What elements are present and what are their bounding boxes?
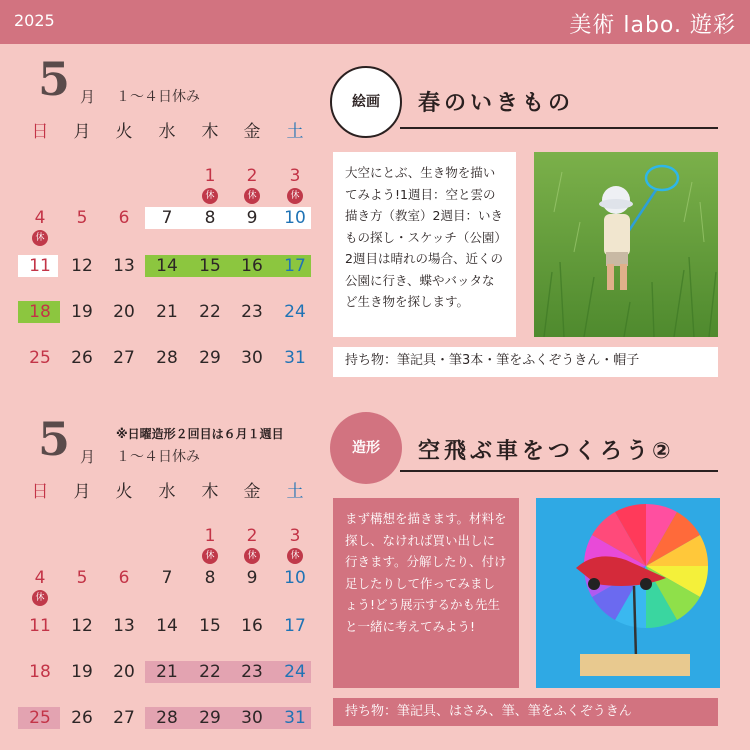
- calendar-day: 19: [71, 662, 93, 682]
- weekday-label: 火: [115, 482, 133, 502]
- calendar-week: [20, 300, 320, 326]
- calendar-week: [20, 706, 320, 732]
- closed-day-badge: 休: [244, 188, 260, 204]
- calendar-day: 28: [156, 348, 178, 368]
- weekday-label: 日: [31, 122, 49, 142]
- calendar-day: 21: [156, 662, 178, 682]
- closed-day-badge: 休: [287, 548, 303, 564]
- calendar-day: 30: [241, 708, 263, 728]
- calendar-day: 10: [284, 568, 306, 588]
- calendar-day: 2: [246, 166, 258, 186]
- calendar-day: 20: [113, 302, 135, 322]
- belongings: 持ち物：筆記具・筆3本・筆をふくぞうきん・帽子: [333, 347, 718, 377]
- calendar-day: 11: [29, 616, 51, 636]
- calendar-day: 6: [118, 208, 130, 228]
- holiday-note: １～４日休み: [116, 89, 200, 105]
- weekday-label: 金: [243, 482, 261, 502]
- calendar-day: 3: [289, 166, 301, 186]
- calendar-day: 12: [71, 616, 93, 636]
- calendar-day: 9: [246, 208, 258, 228]
- brand-title: 美術 labo. 遊彩: [569, 13, 736, 38]
- calendar-day: 1: [204, 166, 216, 186]
- calendar-day: 9: [246, 568, 258, 588]
- weekday-label: 月: [73, 122, 91, 142]
- calendar-day: 7: [161, 568, 173, 588]
- month-suffix: 月: [80, 448, 96, 466]
- calendar-day: 25: [29, 348, 51, 368]
- closed-day-badge: 休: [202, 548, 218, 564]
- calendar-day: 4: [34, 568, 46, 588]
- weekday-label: 水: [158, 482, 176, 502]
- calendar-day: 14: [156, 256, 178, 276]
- belongings: 持ち物：筆記具、はさみ、筆、筆をふくぞうきん: [333, 698, 718, 726]
- weekday-label: 木: [201, 482, 219, 502]
- calendar-day: 31: [284, 708, 306, 728]
- calendar-day: 16: [241, 616, 263, 636]
- calendar-day: 25: [29, 708, 51, 728]
- calendar-day: 14: [156, 616, 178, 636]
- weekday-label: 土: [286, 482, 304, 502]
- calendar-day: 1: [204, 526, 216, 546]
- calendar-day: 21: [156, 302, 178, 322]
- weekday-label: 土: [286, 122, 304, 142]
- calendar-day: 2: [246, 526, 258, 546]
- calendar-week: [20, 206, 320, 243]
- closed-day-badge: 休: [32, 230, 48, 246]
- calendar-day: 10: [284, 208, 306, 228]
- calendar-day: 24: [284, 302, 306, 322]
- schedule-note: ※日曜造形２回目は６月１週目: [116, 427, 284, 441]
- calendar-week: [20, 566, 320, 603]
- calendar-week: [20, 614, 320, 640]
- calendar-day: 23: [241, 302, 263, 322]
- calendar-day: 11: [29, 256, 51, 276]
- month-number: 5: [38, 412, 71, 466]
- calendar-day: 7: [161, 208, 173, 228]
- weekday-label: 日: [31, 482, 49, 502]
- calendar-day: 28: [156, 708, 178, 728]
- month-number: 5: [38, 52, 71, 106]
- calendar-day: 5: [76, 568, 88, 588]
- calendar-day: 8: [204, 208, 216, 228]
- title-underline: [400, 127, 718, 129]
- photo-child-with-net: [534, 152, 718, 337]
- closed-day-badge: 休: [32, 590, 48, 606]
- calendar-day: 26: [71, 708, 93, 728]
- calendar-day: 15: [199, 256, 221, 276]
- category-badge: 絵画: [330, 66, 402, 138]
- calendar-day: 16: [241, 256, 263, 276]
- year-label: 2025: [14, 11, 55, 30]
- closed-day-badge: 休: [244, 548, 260, 564]
- calendar-day: 19: [71, 302, 93, 322]
- calendar-day: 24: [284, 662, 306, 682]
- calendar-week: [20, 660, 320, 686]
- calendar-day: 22: [199, 302, 221, 322]
- calendar-day: 31: [284, 348, 306, 368]
- calendar-day: 4: [34, 208, 46, 228]
- weekday-header: [20, 480, 320, 506]
- description-box: まず構想を描きます。材料を探し、なければ買い出しに行きます。分解したり、付け足したりして作ってみましょう!どう展示するかも先生と一緒に考えてみよう!: [333, 498, 519, 688]
- header-bar: [0, 0, 750, 44]
- weekday-label: 金: [243, 122, 261, 142]
- calendar-day: 29: [199, 708, 221, 728]
- calendar-day: 18: [29, 302, 51, 322]
- holiday-note: １～４日休み: [116, 449, 200, 465]
- calendar-week: [20, 346, 320, 372]
- photo-flying-car-model: [536, 498, 720, 688]
- weekday-header: [20, 120, 320, 146]
- calendar-day: 30: [241, 348, 263, 368]
- calendar-day: 13: [113, 256, 135, 276]
- calendar-day: 8: [204, 568, 216, 588]
- description-box: 大空にとぶ、生き物を描いてみよう!1週目：空と雲の描き方（教室）2週目：いきもの探し・スケッチ（公園）2週目は晴れの場合、近くの公園に行き、蝶やバッタなど生き物を探します。: [333, 152, 516, 337]
- calendar-day: 20: [113, 662, 135, 682]
- closed-day-badge: 休: [287, 188, 303, 204]
- calendar-day: 29: [199, 348, 221, 368]
- calendar-day: 26: [71, 348, 93, 368]
- weekday-label: 火: [115, 122, 133, 142]
- calendar-day: 23: [241, 662, 263, 682]
- month-suffix: 月: [80, 88, 96, 106]
- weekday-label: 月: [73, 482, 91, 502]
- calendar-day: 22: [199, 662, 221, 682]
- calendar-day: 12: [71, 256, 93, 276]
- calendar-day: 17: [284, 256, 306, 276]
- weekday-label: 水: [158, 122, 176, 142]
- category-badge: 造形: [330, 412, 402, 484]
- calendar-day: 5: [76, 208, 88, 228]
- calendar-day: 3: [289, 526, 301, 546]
- closed-day-badge: 休: [202, 188, 218, 204]
- weekday-label: 木: [201, 122, 219, 142]
- calendar-day: 27: [113, 708, 135, 728]
- calendar-day: 27: [113, 348, 135, 368]
- title-underline: [400, 470, 718, 472]
- calendar-day: 6: [118, 568, 130, 588]
- calendar-day: 17: [284, 616, 306, 636]
- calendar-day: 13: [113, 616, 135, 636]
- calendar-day: 18: [29, 662, 51, 682]
- calendar-week: [20, 524, 320, 561]
- calendar-day: 15: [199, 616, 221, 636]
- calendar-week: [20, 254, 320, 280]
- section-title: 空飛ぶ車をつくろう②: [418, 439, 675, 464]
- calendar-week: [20, 164, 320, 201]
- section-title: 春のいきもの: [418, 91, 575, 116]
